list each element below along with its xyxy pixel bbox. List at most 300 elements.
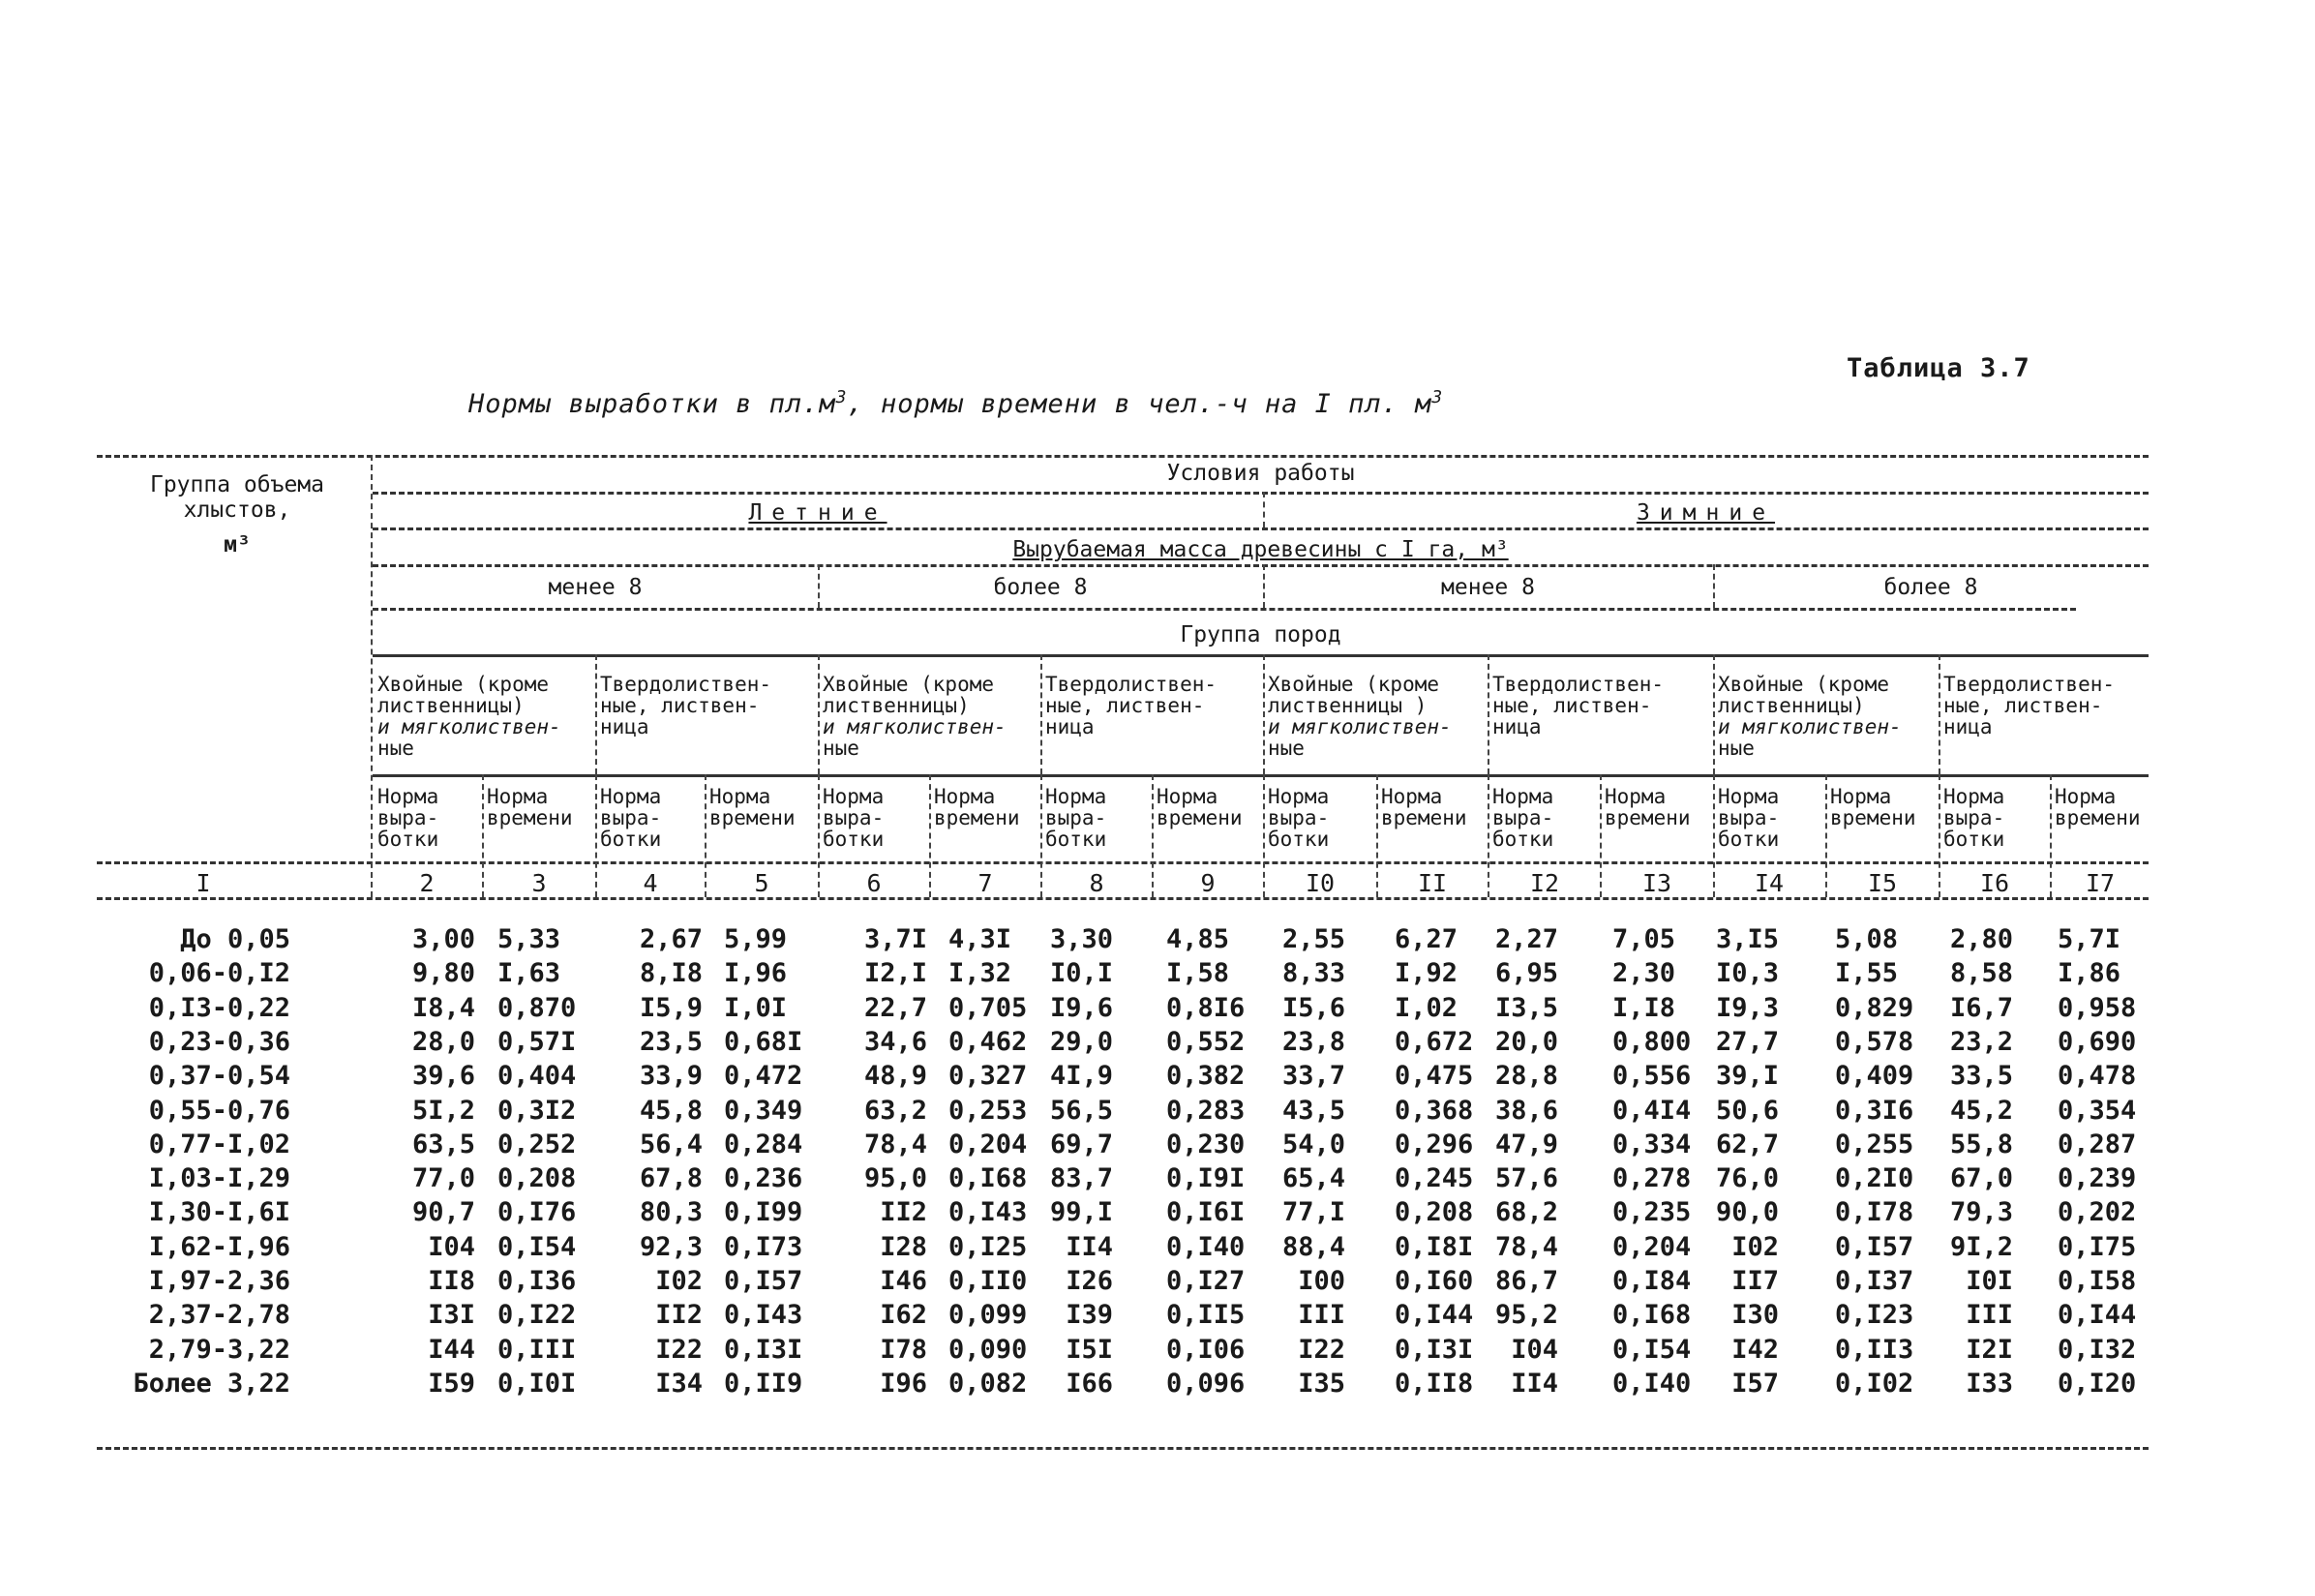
column-number: 2	[419, 869, 435, 897]
norm-header-line: Норма	[377, 785, 439, 808]
table-cell: 0,278	[1612, 1163, 1692, 1194]
row-label: До 0,05	[180, 924, 290, 954]
table-cell: 4,85	[1166, 924, 1230, 954]
table-cell: 0,I40	[1612, 1368, 1692, 1399]
table-cell: 0,253	[948, 1095, 1028, 1126]
norm-divider-12	[1713, 774, 1715, 897]
table-cell: 0,800	[1612, 1026, 1692, 1057]
table-cell: 0,208	[1395, 1197, 1474, 1228]
norm-output-header	[1045, 786, 1106, 850]
row-label: 0,55-0,76	[148, 1095, 290, 1126]
table-cell: 0,I25	[948, 1231, 1028, 1262]
norm-header-line: Норма	[1268, 785, 1330, 808]
norm-output-header	[1492, 786, 1553, 850]
season-rule	[373, 527, 2149, 530]
table-cell: 83,7	[1049, 1163, 1113, 1194]
table-cell: 8,I8	[639, 958, 703, 989]
table-cell: 0,I06	[1166, 1334, 1246, 1365]
table-cell: I,02	[1395, 992, 1458, 1023]
winter-header: Зимние	[1636, 500, 1776, 526]
species-3-line-2: лиственницы)	[823, 694, 970, 717]
norm-divider-6	[1040, 774, 1042, 897]
table-cell: 0,I9I	[1166, 1163, 1246, 1194]
table-cell: 0,462	[948, 1026, 1028, 1057]
table-cell: I04	[428, 1231, 475, 1262]
table-cell: I,55	[1835, 958, 1899, 989]
norm-header-line: ботки	[1943, 828, 2005, 851]
table-cell: 8,58	[1949, 958, 2013, 989]
norm-header-line: ботки	[1045, 828, 1107, 851]
species-7-line-2: лиственницы)	[1718, 694, 1865, 717]
table-cell: 39,I	[1715, 1061, 1779, 1092]
table-cell: 90,0	[1715, 1197, 1779, 1228]
table-cell: 0,I22	[497, 1300, 577, 1331]
table-cell: 0,I44	[1395, 1300, 1474, 1331]
table-row	[97, 1096, 2149, 1129]
table-cell: 0,230	[1166, 1129, 1246, 1159]
table-cell: 33,5	[1949, 1061, 2013, 1092]
table-cell: I22	[655, 1334, 703, 1365]
table-cell: 88,4	[1281, 1231, 1345, 1262]
table-cell: 0,I8I	[1395, 1231, 1474, 1262]
table-cell: 0,404	[497, 1061, 577, 1092]
table-cell: I02	[655, 1266, 703, 1296]
table-cell: 28,0	[411, 1026, 475, 1057]
species-5-line-2: лиственницы )	[1268, 694, 1428, 717]
table-cell: 23,5	[639, 1026, 703, 1057]
table-cell: 0,I43	[948, 1197, 1028, 1228]
table-cell: 0,236	[724, 1163, 803, 1194]
table-cell: 0,958	[2058, 992, 2137, 1023]
norm-divider-2	[595, 774, 597, 897]
table-cell: 0,I44	[2058, 1300, 2137, 1331]
species-7	[1718, 674, 1902, 759]
table-cell: I04	[1511, 1334, 1558, 1365]
table-cell: 68,2	[1494, 1197, 1558, 1228]
table-cell: 54,0	[1281, 1129, 1345, 1159]
table-cell: 0,I84	[1612, 1266, 1692, 1296]
species-divider-3	[1040, 654, 1042, 774]
norm-header-line: Норма	[1492, 785, 1554, 808]
table-cell: 0,096	[1166, 1368, 1246, 1399]
title-prefix: Нормы выработки в пл.м	[468, 389, 836, 419]
norm-header-line: Норма	[934, 785, 996, 808]
norm-divider-11	[1600, 774, 1602, 897]
table-row	[97, 1300, 2149, 1333]
table-cell: 0,204	[1612, 1231, 1692, 1262]
table-cell: 0,I73	[724, 1231, 803, 1262]
table-cell: I,I8	[1612, 992, 1676, 1023]
table-cell: 3,7I	[863, 924, 927, 954]
norm-header-line: Норма	[600, 785, 662, 808]
table-cell: 0,204	[948, 1129, 1028, 1159]
table-row	[97, 1232, 2149, 1265]
norm-header-line: Норма	[1718, 785, 1780, 808]
table-cell: 67,0	[1949, 1163, 2013, 1194]
table-cell: 0,II0	[948, 1266, 1028, 1296]
norm-time-header	[1830, 786, 1916, 828]
column-number: 3	[531, 869, 547, 897]
table-cell: 0,III	[497, 1334, 577, 1365]
table-cell: 0,57I	[497, 1026, 577, 1057]
table-cell: 0,672	[1395, 1026, 1474, 1057]
table-cell: 0,4I4	[1612, 1095, 1692, 1126]
species-6	[1492, 674, 1664, 738]
norm-divider-13	[1825, 774, 1827, 897]
table-cell: 0,090	[948, 1334, 1028, 1365]
table-cell: 39,6	[411, 1061, 475, 1092]
norm-output-header	[600, 786, 661, 850]
table-cell: 56,5	[1049, 1095, 1113, 1126]
table-cell: 3,00	[411, 924, 475, 954]
table-cell: I,96	[724, 958, 788, 989]
table-cell: II2	[880, 1197, 927, 1228]
table-cell: 3,30	[1049, 924, 1113, 954]
ranges-rule	[373, 608, 2076, 611]
norm-header-line: времени	[709, 806, 796, 829]
species-3-line-3: и мягколиствен-	[823, 715, 1007, 738]
table-cell: 0,252	[497, 1129, 577, 1159]
mass-rule	[373, 564, 2149, 567]
row-label: I,03-I,29	[148, 1163, 290, 1194]
table-cell: 77,0	[411, 1163, 475, 1194]
table-cell: II2	[655, 1300, 703, 1331]
species-3-line-4: ные	[823, 737, 859, 760]
column-number: II	[1417, 869, 1448, 897]
table-cell: I0,3	[1715, 958, 1779, 989]
group-volume-line-1: Группа объема	[149, 472, 324, 497]
species-1-line-1: Хвойные (кроме	[377, 673, 550, 696]
table-cell: 5,08	[1835, 924, 1899, 954]
table-cell: I42	[1731, 1334, 1779, 1365]
table-cell: 0,690	[2058, 1026, 2137, 1057]
table-cell: 47,9	[1494, 1129, 1558, 1159]
table-cell: 55,8	[1949, 1129, 2013, 1159]
table-cell: 56,4	[639, 1129, 703, 1159]
table-row	[97, 1197, 2149, 1230]
table-cell: 0,296	[1395, 1129, 1474, 1159]
norm-time-header	[2055, 786, 2141, 828]
norm-output-header	[1718, 786, 1779, 850]
table-cell: I5,9	[639, 992, 703, 1023]
table-cell: 0,I23	[1835, 1300, 1914, 1331]
species-3	[823, 674, 1007, 759]
column-number: 8	[1089, 869, 1104, 897]
table-cell: 5,99	[724, 924, 788, 954]
table-cell: 0,II9	[724, 1368, 803, 1399]
species-8-line-2: ные, листвен-	[1943, 694, 2103, 717]
table-cell: 0,354	[2058, 1095, 2137, 1126]
norm-time-header	[709, 786, 796, 828]
table-cell: 0,I37	[1835, 1266, 1914, 1296]
table-cell: 45,8	[639, 1095, 703, 1126]
species-8-line-3: ница	[1943, 715, 1993, 738]
table-cell: 95,0	[863, 1163, 927, 1194]
table-cell: 50,6	[1715, 1095, 1779, 1126]
table-cell: 5,33	[497, 924, 561, 954]
table-cell: 0,327	[948, 1061, 1028, 1092]
species-2	[600, 674, 771, 738]
table-cell: 48,9	[863, 1061, 927, 1092]
table-cell: 2,80	[1949, 924, 2013, 954]
table-row	[97, 1335, 2149, 1368]
table-cell: 0,I75	[2058, 1231, 2137, 1262]
species-rule	[373, 774, 2149, 777]
table-cell: I22	[1298, 1334, 1345, 1365]
table-cell: 79,3	[1949, 1197, 2013, 1228]
table-cell: I0I	[1966, 1266, 2013, 1296]
table-cell: I5I	[1066, 1334, 1113, 1365]
column-number: I7	[2085, 869, 2116, 897]
norm-header-line: Норма	[1045, 785, 1107, 808]
table-cell: I28	[880, 1231, 927, 1262]
table-cell: 0,409	[1835, 1061, 1914, 1092]
species-5	[1268, 674, 1452, 759]
table-cell: 0,202	[2058, 1197, 2137, 1228]
table-cell: 38,6	[1494, 1095, 1558, 1126]
table-cell: I35	[1298, 1368, 1345, 1399]
norm-header-line: выра-	[1045, 806, 1107, 829]
row-label: 0,I3-0,22	[148, 992, 290, 1023]
table-cell: 95,2	[1494, 1300, 1558, 1331]
table-cell: 80,3	[639, 1197, 703, 1228]
norm-header-line: выра-	[1492, 806, 1554, 829]
table-cell: I34	[655, 1368, 703, 1399]
table-cell: I57	[1731, 1368, 1779, 1399]
table-cell: 0,239	[2058, 1163, 2137, 1194]
table-cell: 62,7	[1715, 1129, 1779, 1159]
norm-divider-9	[1376, 774, 1378, 897]
table-cell: 0,705	[948, 992, 1028, 1023]
table-cell: I,86	[2058, 958, 2121, 989]
species-6-line-1: Твердолиствен-	[1492, 673, 1665, 696]
table-cell: 86,7	[1494, 1266, 1558, 1296]
norm-header-line: Норма	[487, 785, 549, 808]
species-1-line-2: лиственницы)	[377, 694, 525, 717]
table-cell: III	[1298, 1300, 1345, 1331]
table-cell: 63,2	[863, 1095, 927, 1126]
table-cell: II4	[1066, 1231, 1113, 1262]
table-cell: 4I,9	[1049, 1061, 1113, 1092]
norm-header-line: выра-	[1268, 806, 1330, 829]
table-cell: 0,245	[1395, 1163, 1474, 1194]
table-cell: 99,I	[1049, 1197, 1113, 1228]
table-cell: 0,472	[724, 1061, 803, 1092]
table-cell: I2,I	[863, 958, 927, 989]
summer-header: Летние	[748, 500, 887, 526]
norm-time-header	[487, 786, 573, 828]
row-label: I,30-I,6I	[148, 1197, 290, 1228]
species-5-line-1: Хвойные (кроме	[1268, 673, 1440, 696]
norm-divider-5	[929, 774, 931, 897]
species-7-line-1: Хвойные (кроме	[1718, 673, 1890, 696]
table-cell: 90,7	[411, 1197, 475, 1228]
table-label: Таблица 3.7	[1847, 353, 2030, 383]
table-cell: I02	[1731, 1231, 1779, 1262]
norm-header-line: времени	[1830, 806, 1916, 829]
norm-header-line: времени	[2055, 806, 2141, 829]
table-cell: I2I	[1966, 1334, 2013, 1365]
species-3-line-1: Хвойные (кроме	[823, 673, 995, 696]
table-cell: 0,3I6	[1835, 1095, 1914, 1126]
table-cell: I46	[880, 1266, 927, 1296]
row-label: 2,79-3,22	[148, 1334, 290, 1365]
table-cell: 0,208	[497, 1163, 577, 1194]
table-cell: 0,578	[1835, 1026, 1914, 1057]
norm-divider-10	[1488, 774, 1489, 897]
table-cell: I66	[1066, 1368, 1113, 1399]
table-cell: 23,2	[1949, 1026, 2013, 1057]
table-cell: 0,I0I	[497, 1368, 577, 1399]
species-8	[1943, 674, 2115, 738]
table-cell: 0,I43	[724, 1300, 803, 1331]
table-cell: 78,4	[1494, 1231, 1558, 1262]
group-volume-line-2: хлыстов,	[183, 497, 291, 523]
table-cell: II7	[1731, 1266, 1779, 1296]
table-cell: 0,I02	[1835, 1368, 1914, 1399]
norm-header-line: выра-	[600, 806, 662, 829]
norm-header-line: Норма	[2055, 785, 2117, 808]
table-cell: 2,30	[1612, 958, 1676, 989]
norm-divider-4	[818, 774, 820, 897]
table-cell: I,0I	[724, 992, 788, 1023]
table-cell: 22,7	[863, 992, 927, 1023]
norm-header-line: Норма	[823, 785, 885, 808]
mass-range-4: более 8	[1883, 575, 1978, 600]
table-row	[97, 1163, 2149, 1196]
norm-header-line: выра-	[377, 806, 439, 829]
table-cell: 0,II8	[1395, 1368, 1474, 1399]
species-6-line-3: ница	[1492, 715, 1542, 738]
table-cell: 20,0	[1494, 1026, 1558, 1057]
table-cell: 0,I54	[1612, 1334, 1692, 1365]
species-1-line-4: ные	[377, 737, 414, 760]
table-cell: I0,I	[1049, 958, 1113, 989]
table-cell: 65,4	[1281, 1163, 1345, 1194]
species-divider-4	[1263, 654, 1265, 774]
table-cell: 92,3	[639, 1231, 703, 1262]
table-cell: 0,I68	[948, 1163, 1028, 1194]
table-cell: 0,I54	[497, 1231, 577, 1262]
table-cell: 0,I27	[1166, 1266, 1246, 1296]
table-cell: II8	[428, 1266, 475, 1296]
norm-output-header	[377, 786, 438, 850]
table-row	[97, 993, 2149, 1026]
species-4-line-1: Твердолиствен-	[1045, 673, 1218, 696]
norm-header-line: выра-	[1943, 806, 2005, 829]
conditions-rule	[373, 492, 2149, 495]
table-cell: 57,6	[1494, 1163, 1558, 1194]
table-cell: I,32	[948, 958, 1012, 989]
table-cell: I44	[428, 1334, 475, 1365]
table-cell: I30	[1731, 1300, 1779, 1331]
row-label: 0,77-I,02	[148, 1129, 290, 1159]
table-title	[468, 387, 1443, 419]
table-cell: 0,478	[2058, 1061, 2137, 1092]
table-cell: 0,287	[2058, 1129, 2137, 1159]
mass-range-1: менее 8	[548, 575, 643, 600]
table-cell: I78	[880, 1334, 927, 1365]
norm-header-line: Норма	[1157, 785, 1218, 808]
mass-range-3: менее 8	[1441, 575, 1535, 600]
table-cell: 6,95	[1494, 958, 1558, 989]
table-cell: I62	[880, 1300, 927, 1331]
column-number: 6	[866, 869, 882, 897]
column-number: I	[195, 869, 211, 897]
table-cell: I59	[428, 1368, 475, 1399]
norm-header-line: выра-	[1718, 806, 1780, 829]
table-cell: I8,4	[411, 992, 475, 1023]
norm-output-header	[1943, 786, 2004, 850]
row-label: 0,37-0,54	[148, 1061, 290, 1092]
species-1-line-3: и мягколиствен-	[377, 715, 561, 738]
species-6-line-2: ные, листвен-	[1492, 694, 1652, 717]
table-cell: I33	[1966, 1368, 2013, 1399]
norm-header-line: Норма	[1830, 785, 1892, 808]
table-cell: 34,6	[863, 1026, 927, 1057]
table-cell: 0,283	[1166, 1095, 1246, 1126]
norm-header-line: времени	[934, 806, 1020, 829]
norm-header-line: ботки	[1718, 828, 1780, 851]
norm-divider-1	[482, 774, 484, 897]
norm-header-line: времени	[1157, 806, 1243, 829]
table-cell: 6,27	[1395, 924, 1458, 954]
table-cell: III	[1966, 1300, 2013, 1331]
norm-header-line: Норма	[1381, 785, 1443, 808]
table-cell: 76,0	[1715, 1163, 1779, 1194]
table-cell: 0,I20	[2058, 1368, 2137, 1399]
table-cell: 0,349	[724, 1095, 803, 1126]
table-cell: 5I,2	[411, 1095, 475, 1126]
species-divider-7	[1939, 654, 1940, 774]
table-cell: 0,I57	[724, 1266, 803, 1296]
title-sup-2: 3	[1431, 387, 1444, 407]
table-cell: 2,55	[1281, 924, 1345, 954]
table-cell: 0,I36	[497, 1266, 577, 1296]
table-cell: 0,475	[1395, 1061, 1474, 1092]
norm-divider-3	[705, 774, 707, 897]
norm-header-line: времени	[487, 806, 573, 829]
table-cell: I00	[1298, 1266, 1345, 1296]
column-number: I0	[1305, 869, 1336, 897]
table-cell: I3,5	[1494, 992, 1558, 1023]
norm-header-line: ботки	[600, 828, 662, 851]
group-volume-line-3: м³	[224, 532, 251, 557]
table-cell: II4	[1511, 1368, 1558, 1399]
row-label: 0,06-0,I2	[148, 958, 290, 989]
norm-divider-7	[1152, 774, 1154, 897]
table-cell: 0,829	[1835, 992, 1914, 1023]
table-cell: 3,I5	[1715, 924, 1779, 954]
column-number: I4	[1754, 869, 1785, 897]
table-cell: 23,8	[1281, 1026, 1345, 1057]
table-cell: 0,I3I	[1395, 1334, 1474, 1365]
row-label: 0,23-0,36	[148, 1026, 290, 1057]
table-cell: 63,5	[411, 1129, 475, 1159]
table-cell: 67,8	[639, 1163, 703, 1194]
table-cell: 0,I40	[1166, 1231, 1246, 1262]
table-cell: 2,67	[639, 924, 703, 954]
norm-header-line: Норма	[709, 785, 771, 808]
group-volume-header	[116, 472, 358, 557]
species-4-line-2: ные, листвен-	[1045, 694, 1205, 717]
table-row	[97, 1266, 2149, 1299]
title-sup-1: 3	[835, 387, 848, 407]
species-divider-5	[1488, 654, 1489, 774]
norm-output-header	[1268, 786, 1329, 850]
norm-time-header	[1157, 786, 1243, 828]
table-cell: 0,I68	[1612, 1300, 1692, 1331]
